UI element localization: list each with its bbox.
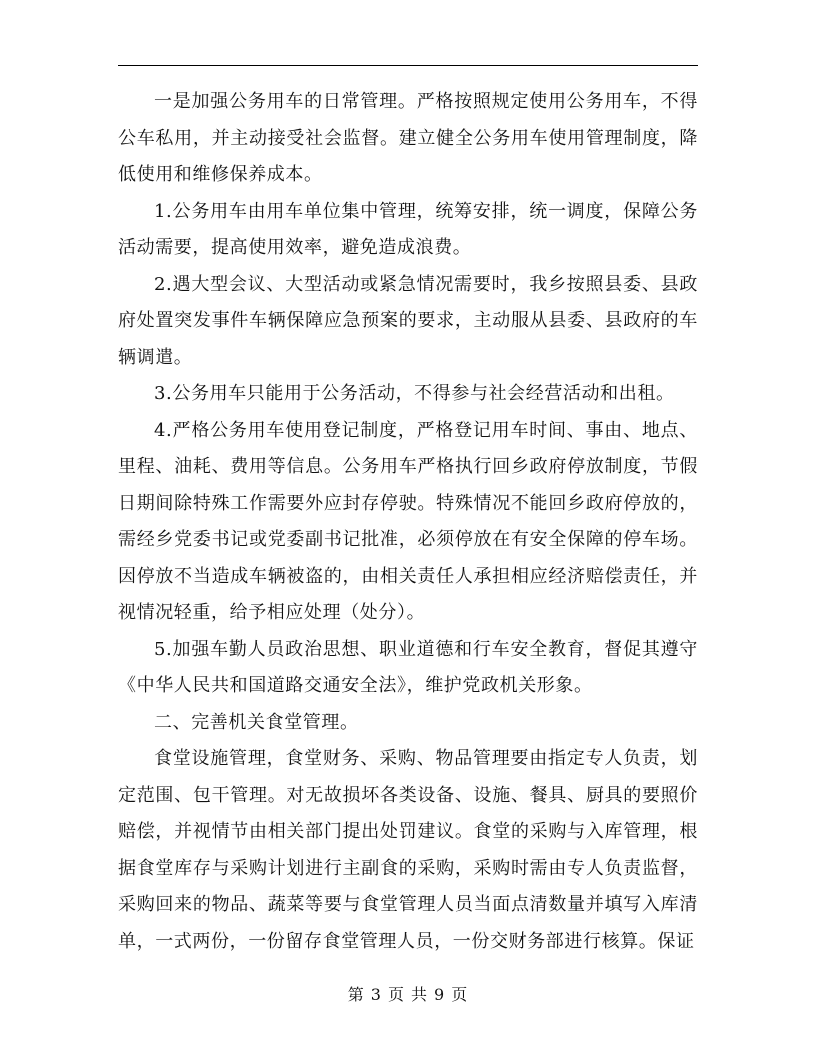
footer-prefix: 第 — [347, 985, 365, 1004]
header-rule — [118, 65, 698, 66]
paragraph-4: 3.公务用车只能用于公务活动，不得参与社会经营活动和出租。 — [154, 383, 675, 404]
paragraph-6: 5.加强车勤人员政治思想、职业道德和行车安全教育，督促其遵守《中华人民共和国道路交通安全法》，维护党政机关形象。 — [118, 638, 698, 696]
paragraph-7: 食堂设施管理，食堂财务、采购、物品管理要由指定专人负责，划定范围、包干管理。对无故损坏各类设备、设施、餐具、厨具的要照价赔偿，并视情节由相关部门提出处罚建议。食堂的采购与入库管理，根据食堂库存与采购计划进行主副食的采购，采购时需由专人负责监督，采购回来的物品、蔬菜等要与食堂管理人员当面点清数量并填写入库清单，一式两份，一份留存食堂管理人员，一份交财务部进行核算。保证 — [118, 748, 698, 952]
paragraph-5: 4.严格公务用车使用登记制度，严格登记用车时间、事由、地点、里程、油耗、费用等信息。公务用车严格执行回乡政府停放制度，节假日期间除特殊工作需要外应封存停驶。特殊情况不能回乡政府停放的，需经乡党委书记或党委副书记批准，必须停放在有安全保障的停车场。因停放不当造成车辆被盗的，由相关责任人承担相应经济赔偿责任，并视情况轻重，给予相应处理（处分）。 — [118, 419, 698, 623]
section-heading: 二、完善机关食堂管理。 — [154, 711, 359, 733]
paragraph-1: 一是加强公务用车的日常管理。严格按照规定使用公务用车，不得公车私用，并主动接受社会监督。建立健全公务用车使用管理制度，降低使用和维修保养成本。 — [118, 91, 698, 185]
current-page-number: 3 — [370, 985, 382, 1004]
total-pages-number: 9 — [434, 985, 446, 1004]
document-body — [118, 84, 698, 960]
paragraph-2: 1.公务用车由用车单位集中管理，统筹安排，统一调度，保障公务活动需要，提高使用效率，避免造成浪费。 — [118, 200, 698, 258]
footer-suffix: 页 — [451, 985, 469, 1004]
page-footer — [0, 985, 816, 1005]
footer-middle: 页 共 — [387, 985, 429, 1004]
paragraph-3: 2.遇大型会议、大型活动或紧急情况需要时，我乡按照县委、县政府处置突发事件车辆保障应急预案的要求，主动服从县委、县政府的车辆调遣。 — [118, 273, 698, 368]
